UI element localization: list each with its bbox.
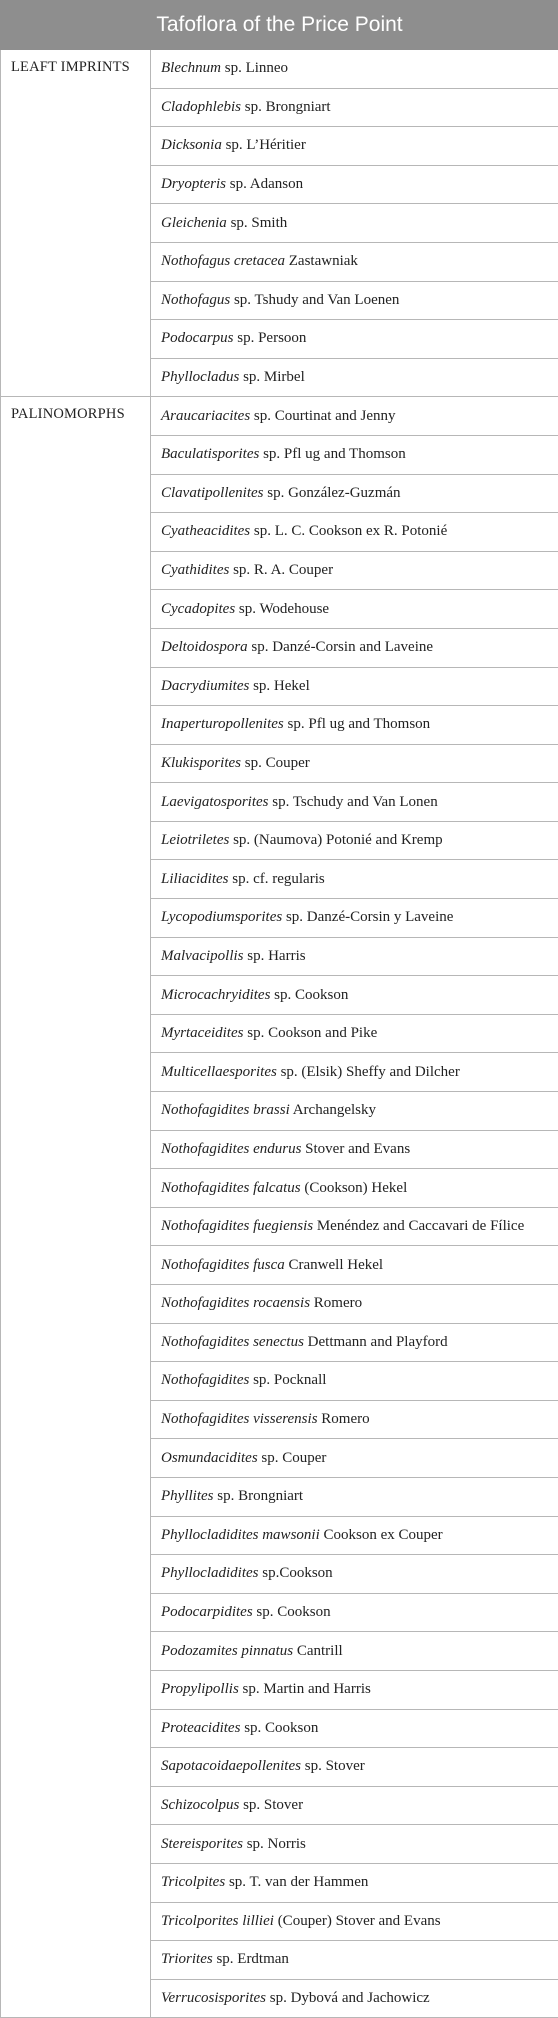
taxon-cell: [151, 50, 558, 89]
taxon-genus: Propylipollis: [161, 1681, 239, 1697]
taxon-authority: sp. Linneo: [221, 60, 288, 76]
taxon-genus: Leiotriletes: [161, 832, 229, 848]
taxon-genus: Podocarpus: [161, 330, 234, 346]
taxon-cell: [151, 1439, 558, 1478]
taxon-cell: [151, 1825, 558, 1864]
taxon-cell: [151, 1593, 558, 1632]
taxon-genus: Phyllites: [161, 1488, 214, 1504]
taxon-authority: sp. González-Guzmán: [264, 485, 401, 501]
taxon-cell: [151, 937, 558, 976]
taxon-authority: sp. Tschudy and Van Lonen: [269, 794, 438, 810]
taxon-cell: [151, 1246, 558, 1285]
taxon-genus: Schizocolpus: [161, 1797, 239, 1813]
taxon-genus: Cladophlebis: [161, 99, 241, 115]
taxon-cell: [151, 706, 558, 745]
taxon-authority: sp. Courtinat and Jenny: [250, 408, 395, 424]
taxon-authority: sp.Cookson: [258, 1565, 332, 1581]
taxon-genus: Tricolporites lilliei: [161, 1913, 274, 1929]
taxon-genus: Tricolpites: [161, 1874, 225, 1890]
table-row: [1, 50, 558, 89]
table-header-row: [1, 1, 558, 50]
taxon-cell: [151, 1362, 558, 1401]
taxon-authority: Cantrill: [293, 1643, 343, 1659]
taxon-cell: [151, 551, 558, 590]
taxon-cell: [151, 1323, 558, 1362]
taxon-cell: [151, 1477, 558, 1516]
taxon-cell: [151, 358, 558, 397]
taxon-cell: [151, 1979, 558, 2018]
taxon-authority: sp. Couper: [258, 1450, 327, 1466]
taxon-cell: [151, 281, 558, 320]
taxon-authority: sp. R. A. Couper: [229, 562, 333, 578]
taxon-cell: [151, 1092, 558, 1131]
taxon-cell: [151, 1941, 558, 1980]
taxon-genus: Nothofagidites endurus: [161, 1141, 301, 1157]
taxon-cell: [151, 899, 558, 938]
taxon-genus: Dicksonia: [161, 137, 222, 153]
taxon-authority: Menéndez and Caccavari de Fílice: [313, 1218, 524, 1234]
taxon-cell: [151, 435, 558, 474]
taxon-authority: Romero: [318, 1411, 370, 1427]
taxon-authority: Dettmann and Playford: [304, 1334, 448, 1350]
taxon-genus: Phyllocladus: [161, 369, 239, 385]
taxon-authority: sp. Smith: [227, 215, 287, 231]
taxon-cell: [151, 1902, 558, 1941]
taxon-genus: Verrucosisporites: [161, 1990, 266, 2006]
taxon-cell: [151, 1285, 558, 1324]
taxon-authority: sp. Tshudy and Van Loenen: [230, 292, 399, 308]
taxon-authority: Cookson ex Couper: [320, 1527, 443, 1543]
taxon-cell: [151, 1748, 558, 1787]
taxon-cell: [151, 474, 558, 513]
taxon-genus: Blechnum: [161, 60, 221, 76]
taxon-genus: Podozamites pinnatus: [161, 1643, 293, 1659]
taxon-authority: sp. Wodehouse: [235, 601, 329, 617]
taxon-authority: Stover and Evans: [301, 1141, 410, 1157]
taxon-authority: sp. Norris: [243, 1836, 306, 1852]
taxon-cell: [151, 976, 558, 1015]
taxon-cell: [151, 1169, 558, 1208]
taxon-genus: Nothofagidites fusca: [161, 1257, 285, 1273]
taxon-genus: Gleichenia: [161, 215, 227, 231]
taxon-authority: sp. cf. regularis: [229, 871, 325, 887]
taxon-genus: Nothofagidites rocaensis: [161, 1295, 310, 1311]
taxon-genus: Klukisporites: [161, 755, 241, 771]
taxon-genus: Triorites: [161, 1951, 213, 1967]
taxon-genus: Lycopodiumsporites: [161, 909, 282, 925]
taxon-genus: Nothofagidites visserensis: [161, 1411, 318, 1427]
taxon-genus: Sapotacoidaepollenites: [161, 1758, 301, 1774]
taxon-cell: [151, 1632, 558, 1671]
taxon-authority: sp. Dybová and Jachowicz: [266, 1990, 430, 2006]
taxon-cell: [151, 628, 558, 667]
taxon-genus: Nothofagus: [161, 292, 230, 308]
taxon-authority: sp. Couper: [241, 755, 310, 771]
taxon-genus: Nothofagidites fuegiensis: [161, 1218, 313, 1234]
taxon-authority: Romero: [310, 1295, 362, 1311]
taxon-genus: Nothofagidites: [161, 1372, 249, 1388]
table-row: [1, 397, 558, 436]
taxon-authority: sp. (Naumova) Potonié and Kremp: [229, 832, 442, 848]
taxon-authority: sp. Cookson: [253, 1604, 331, 1620]
table-body: [1, 50, 558, 2018]
taxon-cell: [151, 397, 558, 436]
taxon-authority: sp. Stover: [301, 1758, 365, 1774]
taxon-genus: Clavatipollenites: [161, 485, 264, 501]
taxon-cell: [151, 1516, 558, 1555]
taxon-authority: sp. Pfl ug and Thomson: [259, 446, 405, 462]
taxon-genus: Phyllocladidites: [161, 1565, 258, 1581]
taxon-authority: sp. T. van der Hammen: [225, 1874, 368, 1890]
taxon-authority: sp. Adanson: [226, 176, 303, 192]
taxon-genus: Nothofagidites senectus: [161, 1334, 304, 1350]
taxon-genus: Cyatheacidites: [161, 523, 250, 539]
taxon-cell: [151, 1786, 558, 1825]
taxon-genus: Inaperturopollenites: [161, 716, 284, 732]
taxon-authority: sp. Danzé-Corsin y Laveine: [282, 909, 453, 925]
taxon-authority: sp. (Elsik) Sheffy and Dilcher: [277, 1064, 460, 1080]
taxon-authority: sp. Stover: [239, 1797, 303, 1813]
taxon-authority: sp. Persoon: [234, 330, 307, 346]
taxon-genus: Malvacipollis: [161, 948, 244, 964]
category-cell: LEAFT IMPRINTS: [1, 50, 151, 397]
taxon-genus: Podocarpidites: [161, 1604, 253, 1620]
taxon-genus: Laevigatosporites: [161, 794, 269, 810]
taxon-authority: Cranwell Hekel: [285, 1257, 383, 1273]
taxon-authority: sp. Cookson and Pike: [243, 1025, 377, 1041]
taxon-authority: sp. Brongniart: [241, 99, 331, 115]
category-cell: PALINOMORPHS: [1, 397, 151, 2018]
taxon-cell: [151, 1709, 558, 1748]
taxon-authority: sp. Pocknall: [249, 1372, 326, 1388]
taxon-cell: [151, 1014, 558, 1053]
taxon-genus: Liliacidites: [161, 871, 229, 887]
taxon-cell: [151, 320, 558, 359]
taxon-genus: Proteacidites: [161, 1720, 240, 1736]
taxon-authority: sp. Danzé-Corsin and Laveine: [248, 639, 433, 655]
taxon-cell: [151, 821, 558, 860]
taxon-authority: Zastawniak: [285, 253, 358, 269]
taxon-authority: sp. Harris: [244, 948, 306, 964]
taxon-genus: Phyllocladidites mawsonii: [161, 1527, 320, 1543]
taxon-genus: Cyathidites: [161, 562, 229, 578]
taxon-cell: [151, 1400, 558, 1439]
taxon-genus: Multicellaesporites: [161, 1064, 277, 1080]
taxon-cell: [151, 204, 558, 243]
taxon-genus: Dacrydiumites: [161, 678, 249, 694]
taxon-cell: [151, 783, 558, 822]
taxon-genus: Stereisporites: [161, 1836, 243, 1852]
taxon-genus: Cycadopites: [161, 601, 235, 617]
taxon-genus: Microcachryidites: [161, 987, 270, 1003]
taxon-cell: [151, 1670, 558, 1709]
taxon-cell: [151, 242, 558, 281]
taxon-authority: sp. Pfl ug and Thomson: [284, 716, 430, 732]
taxon-cell: [151, 667, 558, 706]
taxon-authority: sp. Hekel: [249, 678, 309, 694]
taxon-authority: sp. Mirbel: [239, 369, 304, 385]
taxon-authority: sp. L. C. Cookson ex R. Potonié: [250, 523, 447, 539]
taxon-cell: [151, 1207, 558, 1246]
taxon-genus: Osmundacidites: [161, 1450, 258, 1466]
taxon-cell: [151, 1555, 558, 1594]
taxon-authority: sp. L’Héritier: [222, 137, 306, 153]
taxon-authority: sp. Cookson: [240, 1720, 318, 1736]
taxon-authority: sp. Erdtman: [213, 1951, 289, 1967]
taxon-authority: (Cookson) Hekel: [301, 1180, 408, 1196]
taxon-genus: Araucariacites: [161, 408, 250, 424]
table-title: Tafoflora of the Price Point: [1, 1, 558, 50]
taxon-authority: Archangelsky: [290, 1102, 376, 1118]
taxon-authority: sp. Cookson: [270, 987, 348, 1003]
taxon-genus: Nothofagidites brassi: [161, 1102, 290, 1118]
taxon-cell: [151, 165, 558, 204]
taxon-genus: Baculatisporites: [161, 446, 259, 462]
taxon-cell: [151, 860, 558, 899]
taxon-genus: Nothofagus cretacea: [161, 253, 285, 269]
taxon-cell: [151, 1130, 558, 1169]
taxon-cell: [151, 88, 558, 127]
taxon-cell: [151, 744, 558, 783]
taxon-authority: sp. Martin and Harris: [239, 1681, 371, 1697]
taxon-genus: Dryopteris: [161, 176, 226, 192]
taxon-cell: [151, 513, 558, 552]
taxon-genus: Nothofagidites falcatus: [161, 1180, 301, 1196]
taxon-cell: [151, 590, 558, 629]
taxon-genus: Deltoidospora: [161, 639, 248, 655]
taxon-cell: [151, 1053, 558, 1092]
taxon-authority: (Couper) Stover and Evans: [274, 1913, 441, 1929]
taxon-genus: Myrtaceidites: [161, 1025, 243, 1041]
taxon-cell: [151, 127, 558, 166]
taxon-cell: [151, 1863, 558, 1902]
taxon-authority: sp. Brongniart: [214, 1488, 304, 1504]
